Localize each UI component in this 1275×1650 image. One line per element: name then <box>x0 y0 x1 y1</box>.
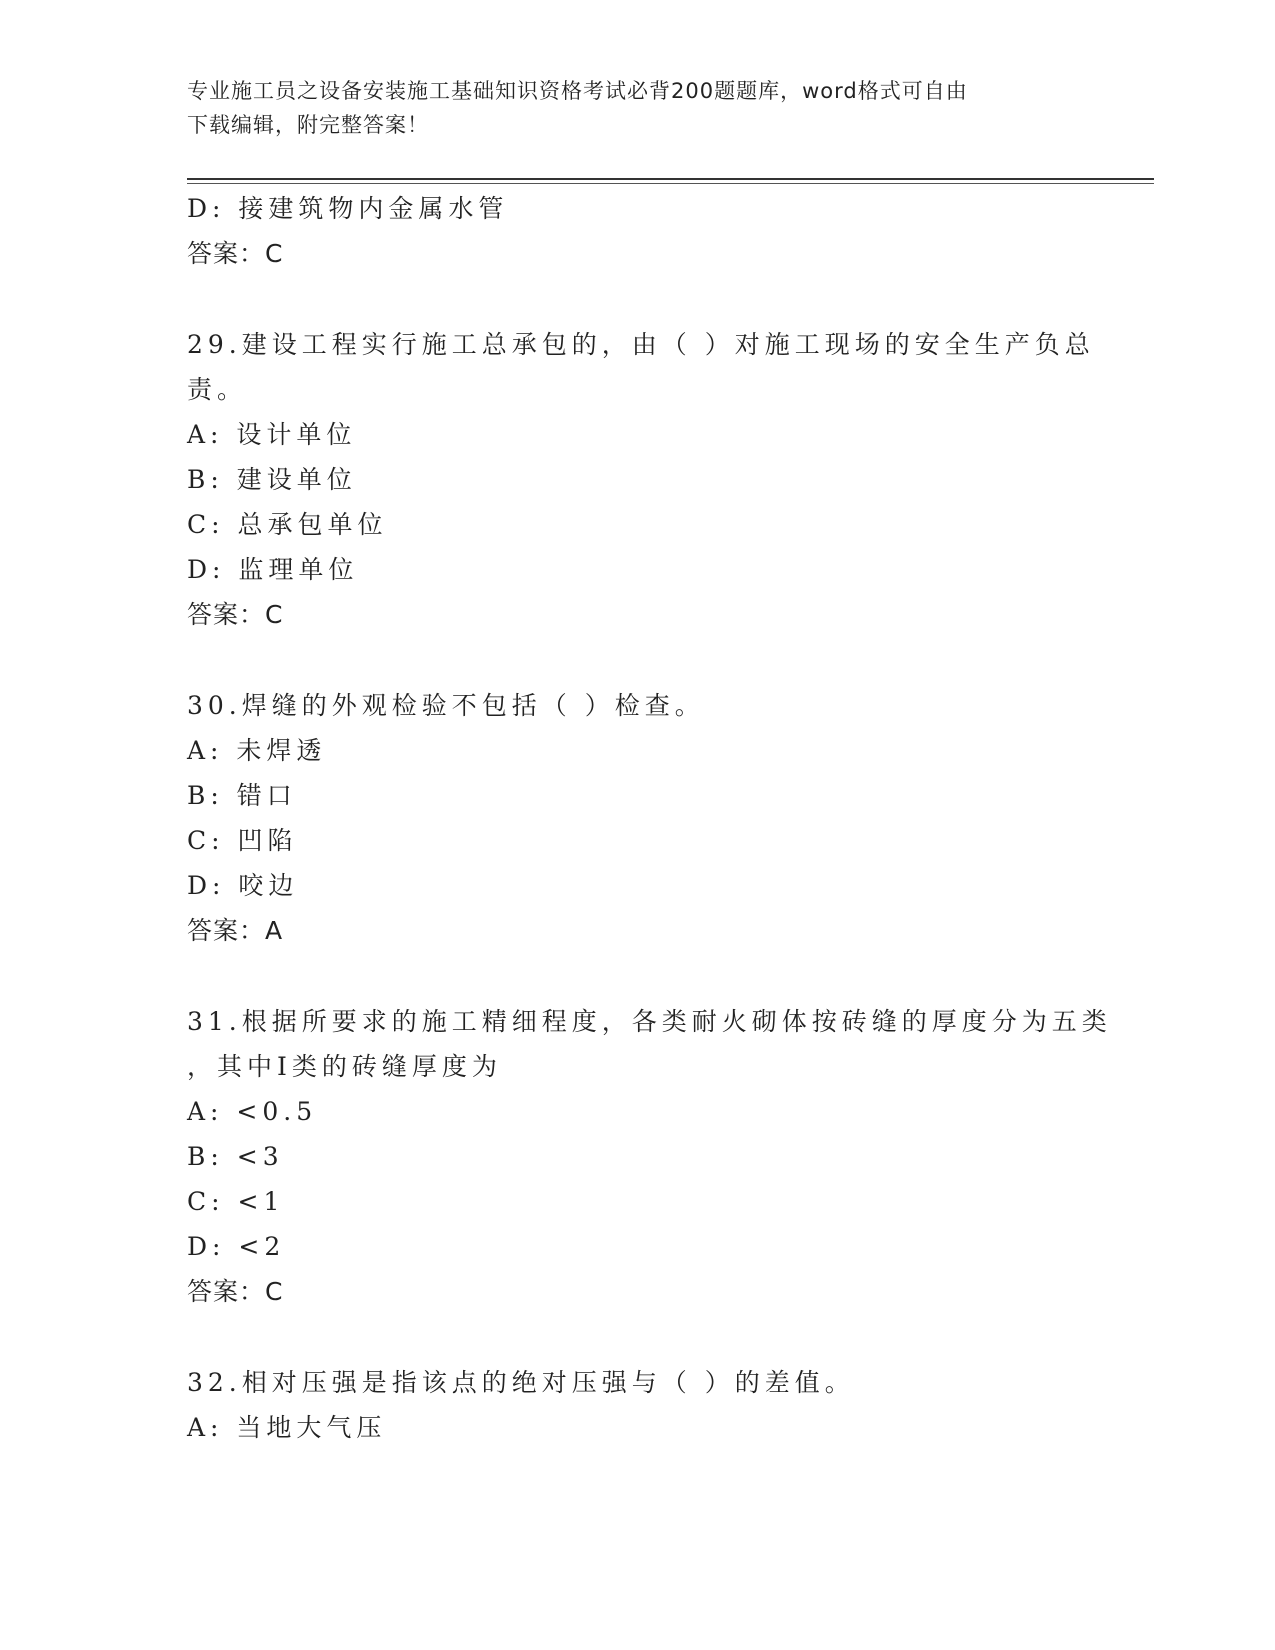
answer: 答案：C <box>187 1277 284 1306</box>
question-31 <box>187 999 1112 1314</box>
option-d: D: <2 <box>187 1232 286 1261</box>
answer: 答案：A <box>187 916 284 945</box>
option-a: A: 未焊透 <box>187 736 327 765</box>
option-a: A: 当地大气压 <box>187 1413 387 1442</box>
option-c: C: 总承包单位 <box>187 510 388 539</box>
option-b: B: <3 <box>187 1142 284 1171</box>
document-header <box>187 74 1087 142</box>
question-stem-line-1: 29.建设工程实行施工总承包的，由（ ）对施工现场的安全生产负总 <box>187 330 1095 359</box>
previous-question-tail <box>187 186 1087 276</box>
question-32 <box>187 1360 1087 1450</box>
spacer <box>187 1314 1087 1360</box>
question-stem-line-1: 32.相对压强是指该点的绝对压强与（ ）的差值。 <box>187 1368 855 1397</box>
option-a: A: <0.5 <box>187 1097 318 1126</box>
option-b: B: 建设单位 <box>187 465 357 494</box>
header-divider-thick <box>187 178 1154 180</box>
spacer <box>187 953 1087 999</box>
question-stem-line-1: 31.根据所要求的施工精细程度，各类耐火砌体按砖缝的厚度分为五类 <box>187 1007 1112 1036</box>
header-line-1: 专业施工员之设备安装施工基础知识资格考试必背200题题库，word格式可自由 <box>187 79 968 103</box>
option-d: D: 接建筑物内金属水管 <box>187 194 509 223</box>
header-line-2: 下载编辑，附完整答案！ <box>187 113 429 137</box>
question-stem-line-1: 30.焊缝的外观检验不包括（ ）检查。 <box>187 691 705 720</box>
spacer <box>187 276 1087 322</box>
question-29 <box>187 322 1095 637</box>
answer: 答案：C <box>187 600 284 629</box>
question-30 <box>187 683 1087 953</box>
question-stem-line-2: ，其中I类的砖缝厚度为 <box>187 1052 502 1081</box>
question-stem-line-2: 责。 <box>187 375 248 404</box>
option-c: C: 凹陷 <box>187 826 298 855</box>
question-list <box>187 186 1112 1450</box>
answer: 答案：C <box>187 239 284 268</box>
spacer <box>187 637 1087 683</box>
option-d: D: 监理单位 <box>187 555 359 584</box>
header-divider-thin <box>187 183 1154 184</box>
option-a: A: 设计单位 <box>187 420 357 449</box>
option-c: C: <1 <box>187 1187 285 1216</box>
option-d: D: 咬边 <box>187 871 299 900</box>
option-b: B: 错口 <box>187 781 297 810</box>
